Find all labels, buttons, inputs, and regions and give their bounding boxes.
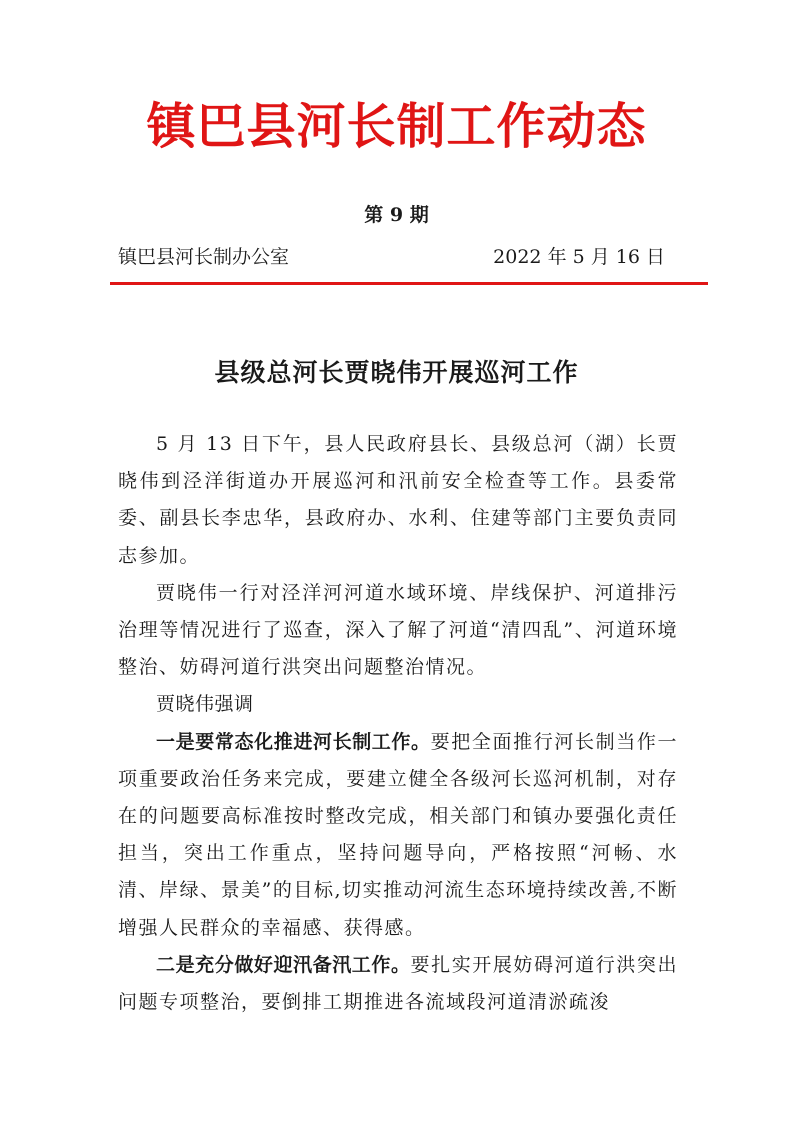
red-divider-rule — [110, 282, 708, 285]
article-headline: 县级总河长贾晓伟开展巡河工作 — [214, 358, 579, 387]
paragraph-5-lead: 二是充分做好迎汛备汛工作。 — [156, 953, 411, 976]
paragraph-5 — [118, 947, 678, 1021]
article-body — [118, 426, 678, 1021]
issuing-office: 镇巴县河长制办公室 — [118, 246, 290, 268]
masthead-title: 镇巴县河长制工作动态 — [146, 97, 647, 155]
paragraph-2: 贾晓伟一行对泾洋河河道水域环境、岸线保护、河道排污治理等情况进行了巡查，深入了解了河道“清四乱”、河道环境整治、妨碍河道行洪突出问题整治情况。 — [118, 581, 678, 679]
paragraph-5-body: 要扎实开展妨碍河道行洪突出问题专项整治，要倒排工期推进各流域段河道清淤疏浚 — [118, 953, 678, 1014]
issue-date: 2022 年 5 月 16 日 — [493, 246, 665, 268]
paragraph-3: 贾晓伟强调 — [156, 693, 254, 716]
paragraph-4 — [118, 724, 678, 947]
paragraph-1: 5 月 13 日下午，县人民政府县长、县级总河（湖）长贾晓伟到泾洋街道办开展巡河和汛前安全检查等工作。县委常委、副县长李忠华，县政府办、水利、住建等部门主要负责同志参加。 — [118, 433, 678, 567]
paragraph-4-body: 要把全面推行河长制当作一项重要政治任务来完成，要建立健全各级河长巡河机制，对存在的问题要高标准按时整改完成，相关部门和镇办要强化责任担当，突出工作重点，坚持问题导向，严格按照“河畅、水清、岸绿、景美”的目标,切实推动河流生态环境持续改善,不断增强人民群众的幸福感、获得感。 — [118, 730, 678, 939]
paragraph-4-lead: 一是要常态化推进河长制工作。 — [156, 730, 431, 753]
issue-number: 第 9 期 — [364, 204, 429, 226]
